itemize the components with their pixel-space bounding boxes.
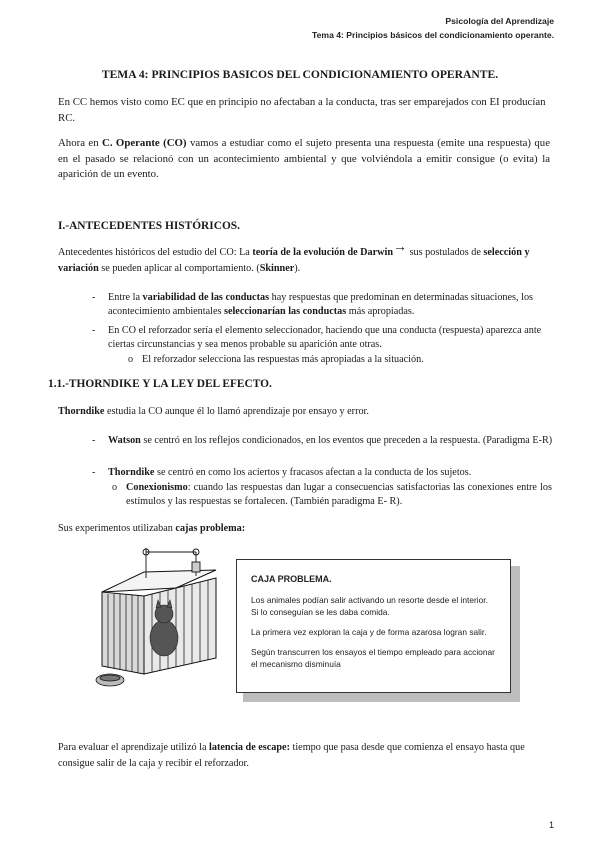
bullet-dash: - xyxy=(92,292,96,303)
text-run: Para evaluar el aprendizaje utilizó la xyxy=(58,742,210,753)
text-run: ). xyxy=(294,262,301,274)
text-run: El reforzador selecciona las respuestas más apropiadas a la situación. xyxy=(142,354,424,365)
header-course: Psicología del Aprendizaje xyxy=(445,16,554,26)
header-topic: Tema 4: Principios básicos del condicionamiento operante. xyxy=(312,30,554,40)
intro-paragraph-2 xyxy=(58,136,550,183)
experimentos-paragraph xyxy=(58,521,550,537)
text-run: vamos a estudiar como el sujeto presenta una respuesta (emite una respuesta) que en el pasado se relacionó con un acontecimiento ambiental y que volviéndola a emitir consigue (o evita) la aparición de un evento. xyxy=(58,137,550,180)
page-number: 1 xyxy=(548,820,554,830)
caja-problema-title: CAJA PROBLEMA. xyxy=(251,574,332,584)
section-heading-thorndike: 1.1.-THORNDIKE Y LA LEY DEL EFECTO. xyxy=(48,378,272,390)
term-variabilidad: variabilidad de las conductas xyxy=(142,292,270,303)
term-co: C. Operante (CO) xyxy=(102,137,187,149)
text-run: hay respuestas que predominan en determinadas situaciones, los acontecimiento ambientales xyxy=(108,292,533,317)
intro-paragraph-1: En CC hemos visto como EC que en principio no afectaban a la conducta, tras ser emparejados con EI producían RC. xyxy=(58,96,546,124)
term-darwin: teoría de la evolución de Darwin xyxy=(252,247,394,258)
term-cajas-problema: cajas problema: xyxy=(175,523,246,534)
subbullet-mark: o xyxy=(128,354,134,365)
text-run: : cuando las respuestas dan lugar a consecuencias satisfactorias las conexiones entre los estímulos y las respuestas se fortalecen. (También paradigma E- R). xyxy=(126,482,552,507)
bullet-dash: - xyxy=(92,325,96,336)
bullet-dash: - xyxy=(92,467,96,478)
term-skinner: Skinner xyxy=(259,262,295,274)
bullet-thorndike xyxy=(92,466,556,480)
antecedentes-paragraph xyxy=(58,240,550,276)
text-run: Antecedentes históricos del estudio del CO: La xyxy=(58,247,253,258)
arrow-icon: → xyxy=(393,240,408,255)
bullet-reforzador xyxy=(92,324,556,352)
caja-problema-text-3: Según transcurren los ensayos el tiempo empleado para accionar el mecanismo disminuía xyxy=(251,647,495,669)
bullet-dash: - xyxy=(92,435,96,446)
subbullet-reforzador xyxy=(128,353,552,367)
caja-problema-text-1: Los animales podían salir activando un resorte desde el interior. Si lo conseguían se les daba comida. xyxy=(251,595,488,617)
text-run: estudia la CO aunque él lo llamó aprendizaje por ensayo y error. xyxy=(104,406,369,417)
subbullet-conexionismo xyxy=(112,481,552,509)
text-run: se pueden aplicar al comportamiento. ( xyxy=(98,262,260,274)
thorndike-paragraph xyxy=(58,404,550,420)
text-run: sus postulados de xyxy=(407,247,484,258)
text-run: Entre la xyxy=(108,292,143,303)
text-run: se centró en como los aciertos y fracasos afectan a la conducta de los sujetos. xyxy=(154,467,472,478)
bullet-watson xyxy=(92,434,556,448)
term-latencia: latencia de escape: xyxy=(209,742,290,753)
page-header xyxy=(312,14,554,42)
text-run: En CO el reforzador sería el elemento seleccionador, haciendo que una conducta (respuesta) aparezca ante ciertas circunstancias y sea menos probable su aparición ante otras. xyxy=(108,325,542,350)
term-thorndike: Thorndike xyxy=(108,467,155,478)
bullet-variabilidad xyxy=(92,291,556,319)
text-run: más apropiadas. xyxy=(346,306,415,317)
puzzle-box-illustration xyxy=(84,548,232,690)
document-title: TEMA 4: PRINCIPIOS BASICOS DEL CONDICIONAMIENTO OPERANTE. xyxy=(101,68,499,81)
caja-problema-box xyxy=(236,559,511,693)
text-run: Ahora en xyxy=(58,137,103,149)
text-run: tiempo que pasa desde que comienza el ensayo hasta que consigue salir de la caja y recibir el reforzador. xyxy=(58,742,525,769)
section-heading-antecedentes: I.-ANTECEDENTES HISTÓRICOS. xyxy=(58,220,240,232)
term-seleccion: selección y variación xyxy=(58,247,530,274)
term-conexionismo: Conexionismo xyxy=(126,482,188,493)
text-run: Sus experimentos utilizaban xyxy=(58,523,176,534)
subbullet-mark: o xyxy=(112,482,118,493)
term-watson: Watson xyxy=(108,435,141,446)
term-thorndike: Thorndike xyxy=(58,406,105,417)
caja-problema-text-2: La primera vez exploran la caja y de forma azarosa logran salir. xyxy=(251,627,487,637)
term-seleccionarian: seleccionarían las conductas xyxy=(223,306,347,317)
closing-paragraph xyxy=(58,740,550,771)
text-run: se centró en los reflejos condicionados, en los eventos que preceden a la respuesta. (Paradigma E-R) xyxy=(140,435,553,446)
